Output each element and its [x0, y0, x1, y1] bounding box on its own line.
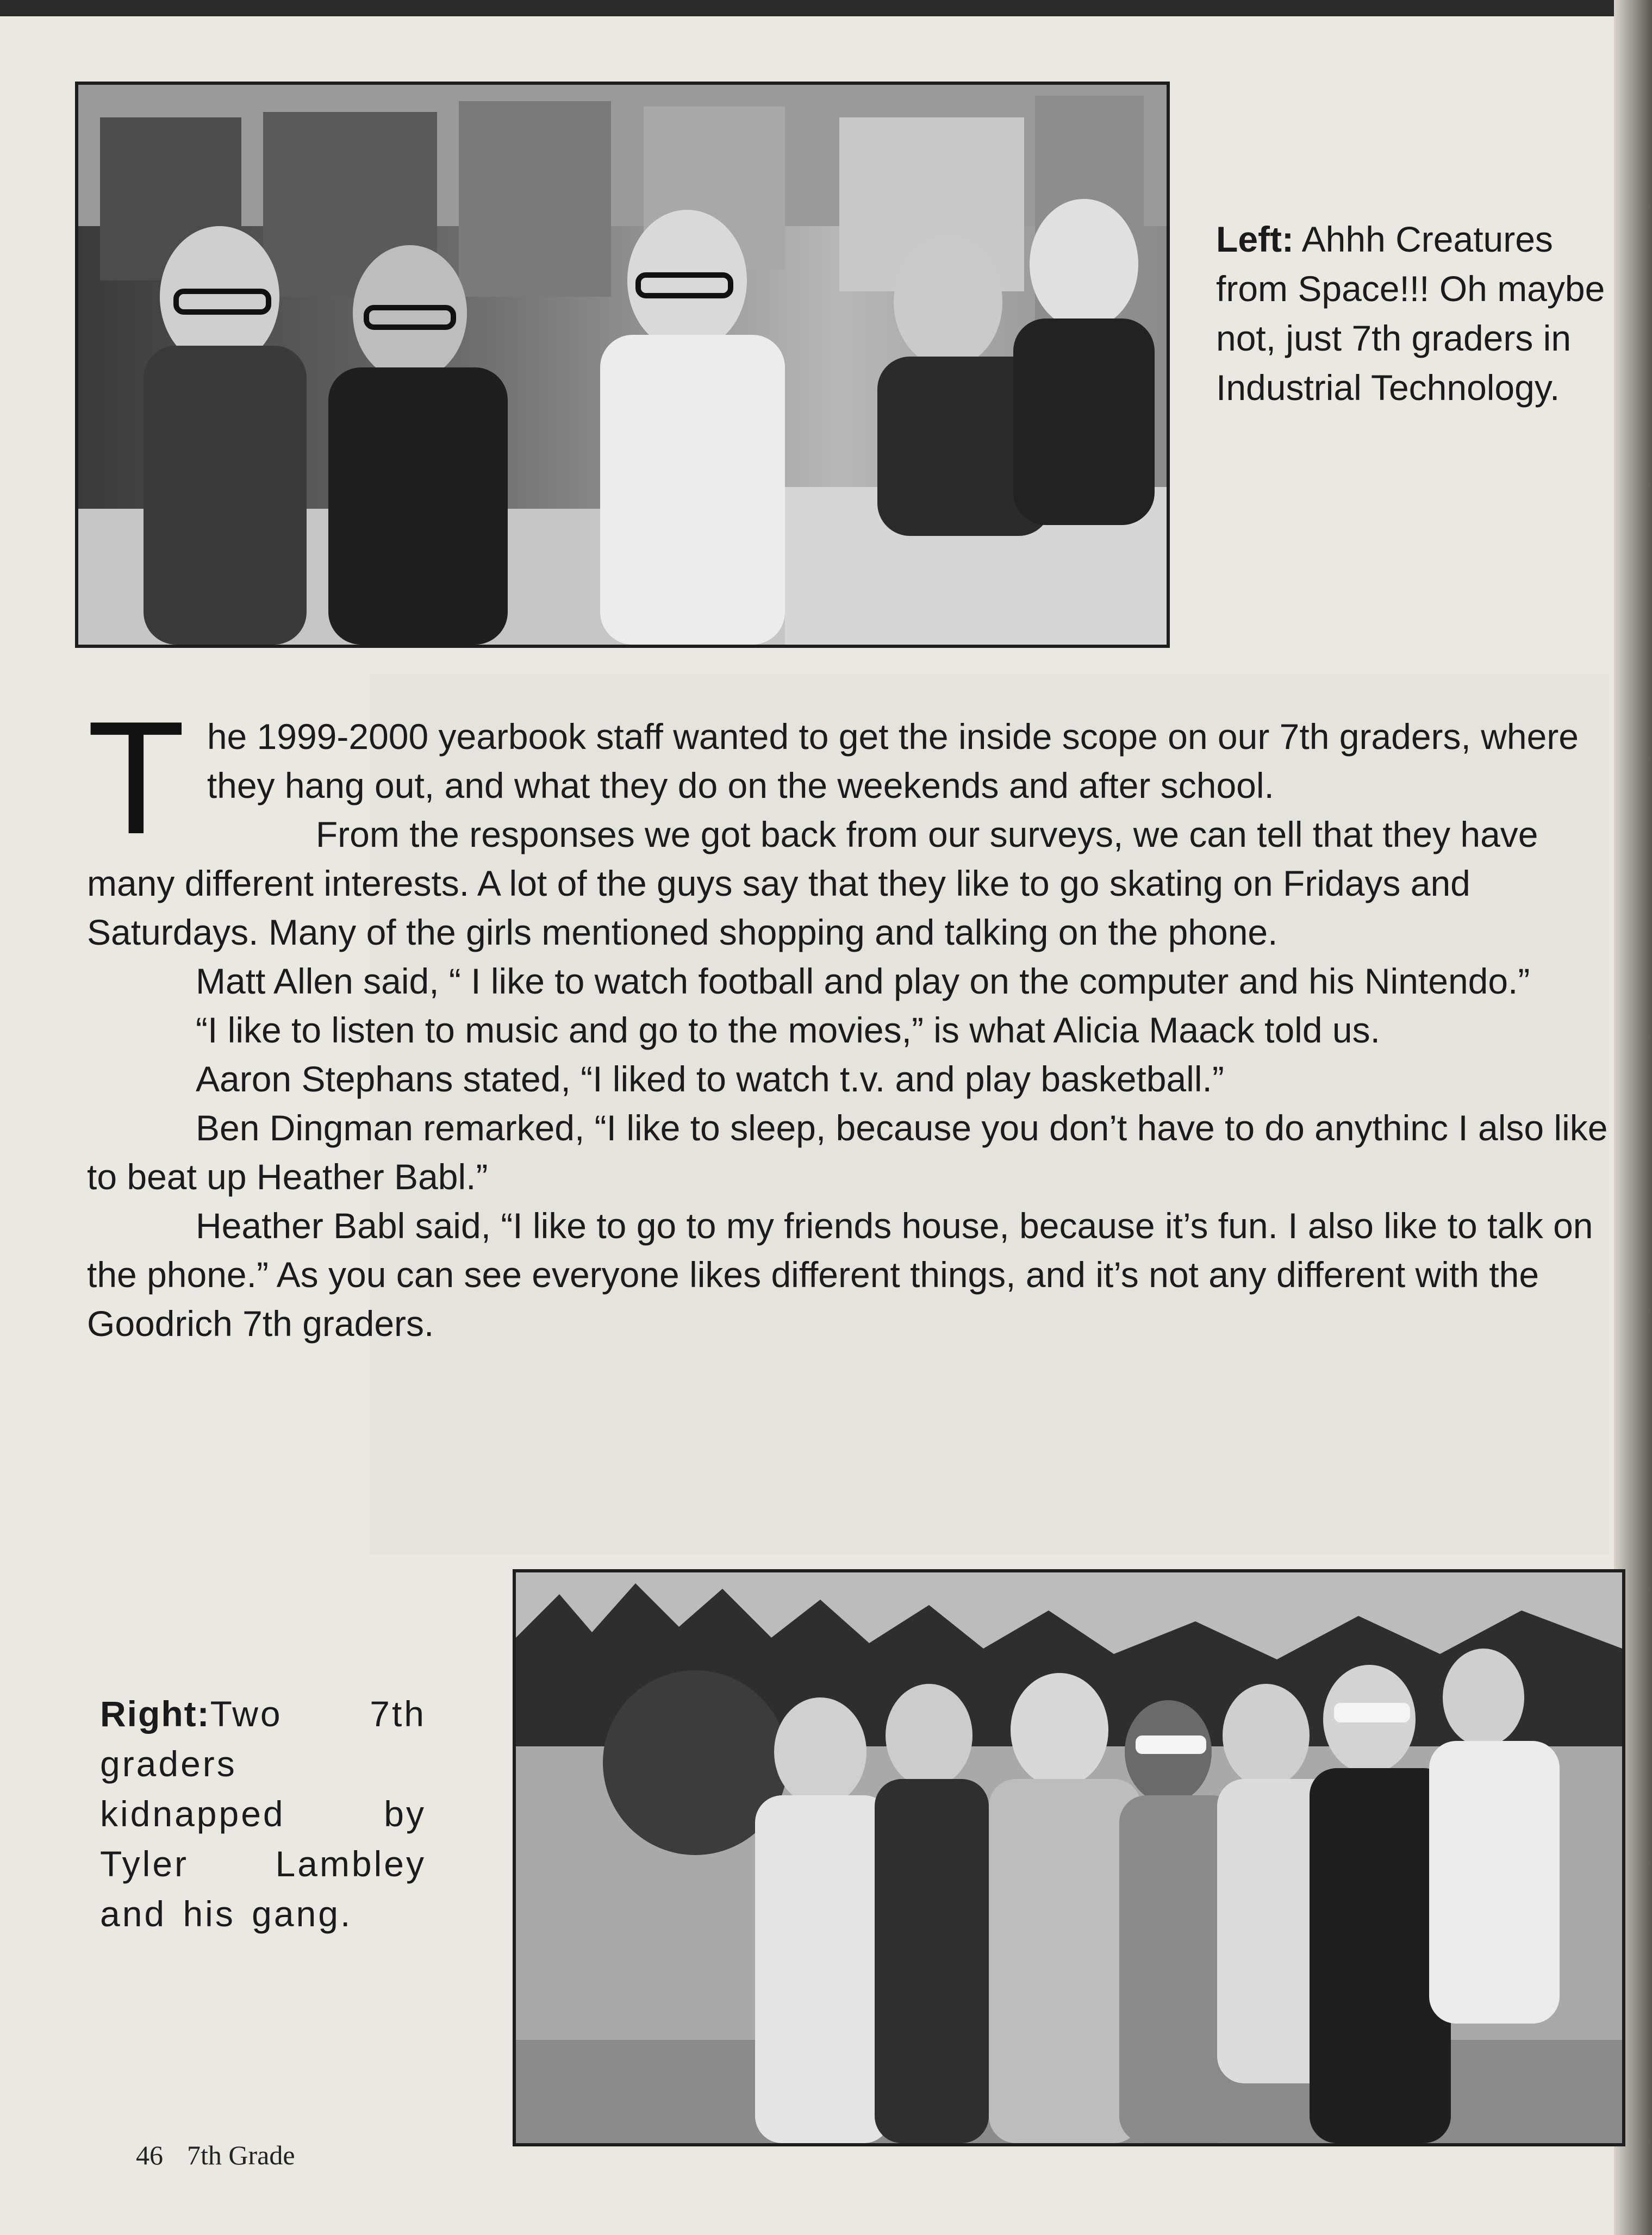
caption-lead-left: Left:: [1216, 219, 1294, 259]
article-body: [87, 688, 1628, 1348]
caption-lead-right: Right:: [100, 1694, 210, 1734]
drop-cap: T: [87, 688, 185, 867]
kidnapped-students-photo: [513, 1569, 1625, 2146]
article-paragraph: Aaron Stephans stated, “I liked to watch t.v. and play basketball.”: [196, 1059, 1224, 1099]
industrial-technology-photo: [75, 82, 1170, 648]
article-paragraph: Heather Babl said, “I like to go to my friends house, because it’s fun. I also like to talk on the phone.” As you can see everyone likes different things, and it’s not any different with the Goodrich 7th graders.: [87, 1206, 1593, 1344]
page-number: 46: [136, 2140, 163, 2170]
caption-text-left: Ahhh Creatures from Space!!! Oh maybe not, just 7th graders in Industrial Technology.: [1216, 219, 1605, 408]
page-top-edge: [0, 0, 1652, 16]
page-footer: [136, 2139, 295, 2171]
top-photo-caption: [1216, 215, 1607, 413]
article-paragraph: Matt Allen said, “ I like to watch football and play on the computer and his Nintendo.”: [196, 961, 1530, 1001]
bottom-photo-caption: [100, 1689, 426, 1939]
caption-text-right: Two 7th graders kidnapped by Tyler Lambley and his gang.: [100, 1694, 426, 1934]
article-paragraph: he 1999-2000 yearbook staff wanted to get the inside scope on our 7th graders, where they hang out, and what they do on the weekends and after school.: [207, 716, 1579, 806]
section-name: 7th Grade: [187, 2140, 295, 2170]
article-paragraph: From the responses we got back from our surveys, we can tell that they have many different interests. A lot of the guys say that they like to go skating on Fridays and Saturdays. Many of the girls mentioned shopping and talking on the phone.: [87, 814, 1538, 952]
article-paragraph: “I like to listen to music and go to the movies,” is what Alicia Maack told us.: [196, 1010, 1380, 1050]
article-paragraph: Ben Dingman remarked, “I like to sleep, because you don’t have to do anythinc I also like to beat up Heather Babl.”: [87, 1108, 1608, 1197]
